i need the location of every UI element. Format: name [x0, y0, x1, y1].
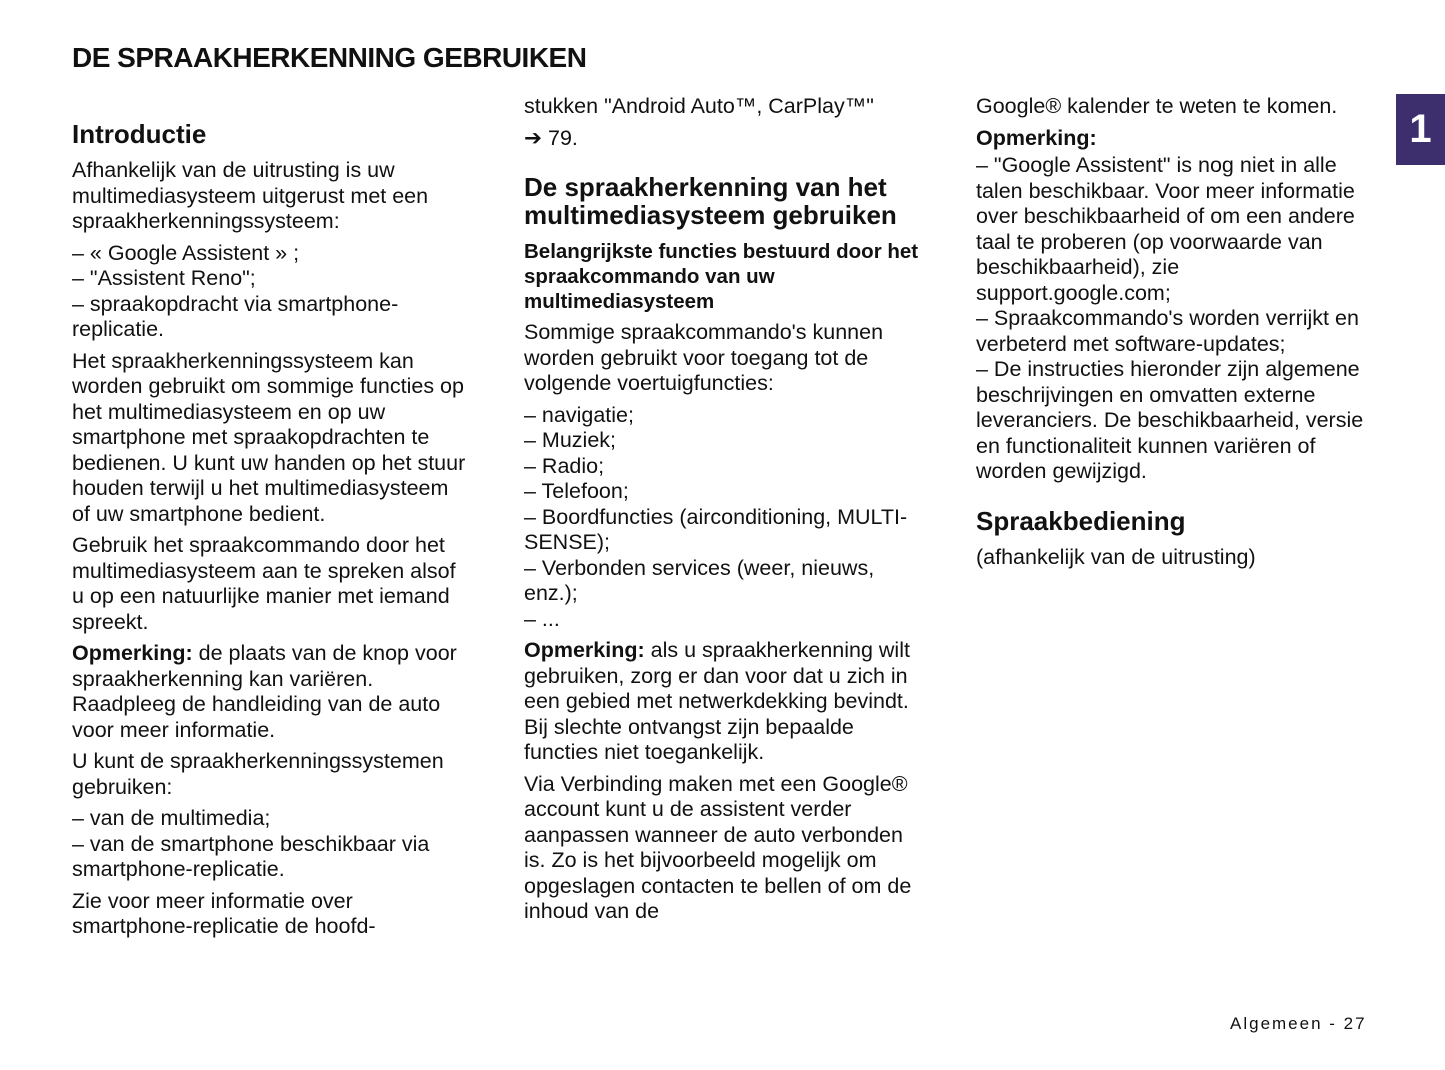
paragraph: Afhankelijk van de uitrusting is uw multimediasysteem uitgerust met een spraakherkenningssysteem: [72, 158, 429, 233]
page-reference-number: 79. [548, 125, 578, 150]
continued-text: stukken "Android Auto™, CarPlay™" [524, 94, 874, 118]
column-1 [72, 94, 472, 946]
subheading-main-functions: Belangrijkste functies bestuurd door het spraakcommando van uw multimediasysteem [524, 240, 919, 313]
section-heading-multimedia: De spraakherkenning van het multimediasysteem gebruiken [524, 172, 897, 230]
list-item: – De instructies hieronder zijn algemene beschrijvingen en omvatten externe leveranciers. De beschikbaarheid, versie en functionaliteit kunnen variëren of worden gewijzigd. [976, 357, 1364, 483]
page-footer: Algemeen - 27 [1230, 1014, 1367, 1033]
assistant-list [72, 241, 472, 343]
note [524, 638, 924, 766]
list-item: – van de smartphone beschikbaar via smartphone-replicatie. [72, 831, 430, 881]
section-heading-spraakbediening: Spraakbediening [976, 505, 1186, 536]
column-2 [524, 94, 924, 931]
list-item: – Boordfuncties (airconditioning, MULTI-SENSE); [524, 504, 908, 554]
paragraph: Gebruik het spraakcommando door het multimediasysteem aan te spreken alsof u op een natuurlijke manier met iemand spreekt. [72, 533, 456, 634]
column-3 [976, 94, 1376, 576]
note [72, 641, 472, 743]
paragraph: U kunt de spraakherkenningssystemen gebruiken: [72, 749, 444, 799]
list-item: – "Assistent Reno"; [72, 266, 256, 290]
note-text: de plaats van de knop voor spraakherkenning kan variëren. Raadpleeg de handleiding van de auto voor meer informatie. [72, 641, 457, 742]
paragraph: Zie voor meer informatie over smartphone-replicatie de hoofd- [72, 888, 376, 938]
paragraph: Via Verbinding maken met een Google® account kunt u de assistent verder aanpassen wanneer de auto verbonden is. Zo is het bijvoorbeeld mogelijk om opgeslagen contacten te bellen of om de inhoud van de [524, 771, 912, 923]
paragraph: Sommige spraakcommando's kunnen worden gebruikt voor toegang tot de volgende voertuigfuncties: [524, 320, 884, 395]
chapter-tab: 1 [1396, 94, 1445, 165]
note-label: Opmerking: [524, 638, 645, 662]
list-item: – navigatie; [524, 402, 634, 427]
list-item: – ... [524, 606, 560, 631]
list-item: – van de multimedia; [72, 806, 271, 830]
vehicle-functions-list [524, 403, 924, 633]
list-item: – Verbonden services (weer, nieuws, enz.); [524, 555, 875, 605]
list-item: – Spraakcommando's worden verrijkt en verbeterd met software-updates; [976, 306, 1359, 356]
list-item: – spraakopdracht via smartphone-replicatie. [72, 291, 399, 341]
list-item: – Muziek; [524, 428, 617, 452]
list-item: – "Google Assistent" is nog niet in alle talen beschikbaar. Voor meer informatie over beschikbaarheid of om een andere taal te proberen (op voorwaarde van beschikbaarheid), zie support.google.com; [976, 153, 1355, 305]
arrow-right-icon: ➔ [524, 125, 543, 150]
paragraph: Het spraakherkenningssysteem kan worden gebruikt om sommige functies op het multimediasysteem en op uw smartphone met spraakopdrachten te bedienen. U kunt uw handen op het stuur houden terwijl u het multimediasysteem of uw smartphone bedient. [72, 348, 466, 526]
notes-list [976, 153, 1376, 485]
continued-text: Google® kalender te weten te komen. [976, 94, 1338, 118]
page-title: DE SPRAAKHERKENNING GEBRUIKEN [72, 42, 587, 73]
note-label: Opmerking: [72, 641, 193, 665]
list-item: – Radio; [524, 453, 605, 478]
usage-list [72, 806, 472, 883]
list-item: – « Google Assistent » ; [72, 240, 300, 265]
note-text: als u spraakherkenning wilt gebruiken, zorg er dan voor dat u zich in een gebied met netwerkdekking bevindt. Bij slechte ontvangst zijn bepaalde functies niet toegankelijk. [524, 638, 910, 764]
page-reference-link[interactable] [524, 126, 924, 152]
paragraph: (afhankelijk van de uitrusting) [976, 544, 1256, 569]
section-heading-introductie: Introductie [72, 119, 207, 149]
note-label: Opmerking: [976, 125, 1097, 150]
list-item: – Telefoon; [524, 479, 629, 503]
